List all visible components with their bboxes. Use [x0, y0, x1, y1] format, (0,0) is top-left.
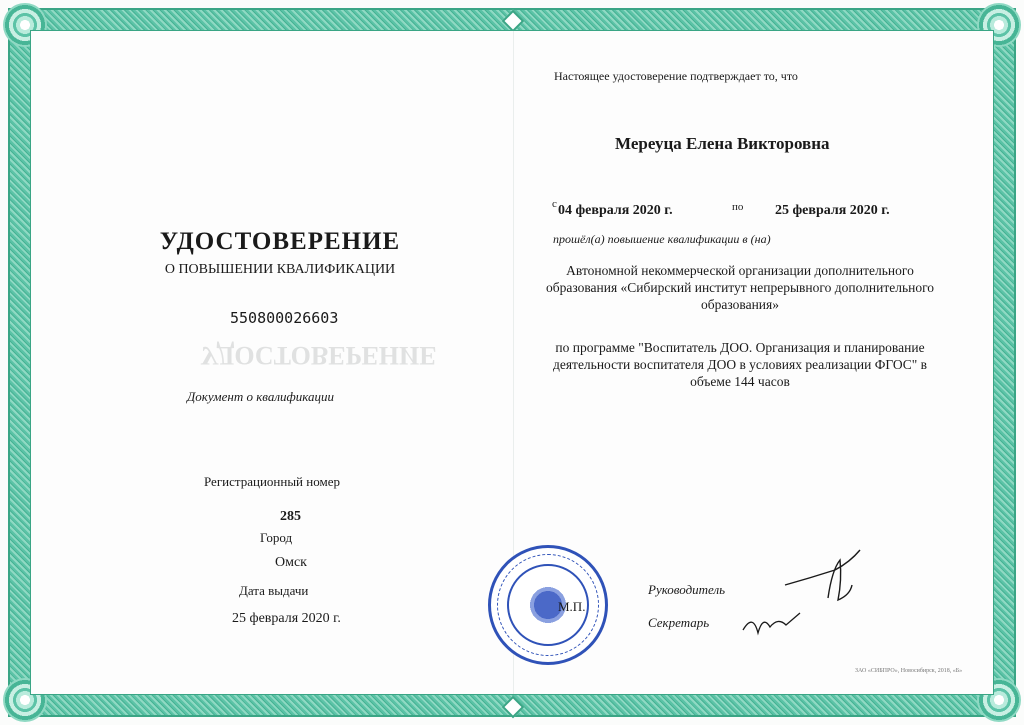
to-label: по — [732, 201, 744, 213]
from-prefix: с — [552, 198, 557, 210]
certificate-subtitle: О ПОВЫШЕНИИ КВАЛИФИКАЦИИ — [164, 262, 396, 277]
issue-date-label: Дата выдачи — [239, 583, 309, 598]
certificate-number: 550800026603 — [230, 309, 339, 327]
intro-text: Настоящее удостоверение подтверждает то, что — [554, 69, 798, 83]
stamp-mark: М.П. — [558, 599, 586, 614]
passed-text: прошёл(а) повышение квалификации в (на) — [553, 232, 771, 246]
secretary-label: Секретарь — [648, 615, 710, 630]
director-label: Руководитель — [648, 582, 726, 597]
program-line-1: по программе "Воспитатель ДОО. Организация и планирование — [555, 340, 925, 355]
date-from: 04 февраля 2020 г. — [558, 203, 673, 218]
official-seal — [488, 545, 608, 665]
document-type: Документ о квалификации — [187, 389, 334, 404]
registration-label: Регистрационный номер — [204, 474, 340, 489]
director-signature-icon — [780, 540, 870, 615]
bleed-through-watermark: УДОСТОВЕРЕНИЕ — [200, 341, 437, 370]
organization-line-2: образования «Сибирский институт непрерывного дополнительного — [545, 280, 935, 295]
organization-line-1: Автономной некоммерческой организации дополнительного — [566, 263, 914, 278]
city-value: Омск — [275, 555, 307, 570]
program-line-2: деятельности воспитателя ДОО в условиях реализации ФГОС" в — [552, 357, 928, 372]
registration-number: 285 — [280, 509, 301, 524]
secretary-signature-icon — [738, 605, 808, 645]
city-label: Город — [260, 530, 293, 545]
program-line-3: объеме 144 часов — [690, 374, 790, 389]
printer-note: ЗАО «СИБПРО», Новосибирск, 2018, «Б» — [855, 668, 963, 674]
issue-date: 25 февраля 2020 г. — [232, 611, 341, 626]
holder-name: Мереуца Елена Викторовна — [615, 134, 830, 153]
organization-line-3: образования» — [701, 297, 779, 312]
certificate-title: УДОСТОВЕРЕНИЕ — [159, 228, 401, 255]
date-to: 25 февраля 2020 г. — [775, 203, 890, 218]
